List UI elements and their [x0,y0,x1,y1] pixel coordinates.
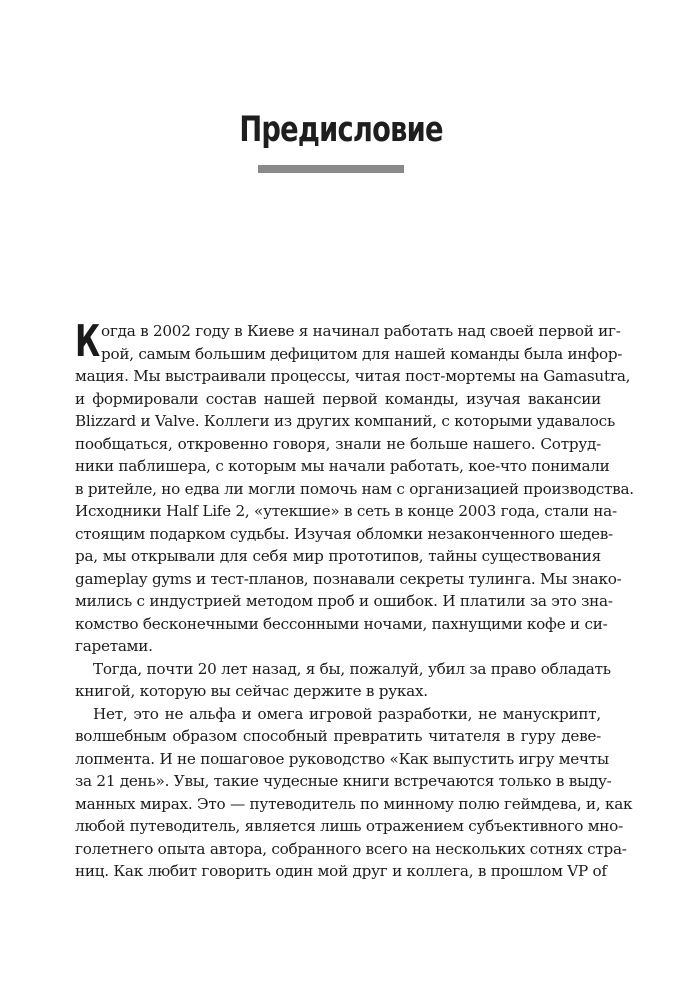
text-line: ники паблишера, с которым мы начали работать, кое-что понимали [75,457,610,475]
text-line: ниц. Как любит говорить один мой друг и коллега, в прошлом VP of [75,862,607,880]
text-line: любой путеводитель, является лишь отражением субъективного мно- [75,817,623,835]
text-line: за 21 день». Увы, такие чудесные книги встречаются только в выду- [75,772,612,790]
text-line: Blizzard и Valve. Коллеги из других компаний, с которыми удавалось [75,412,615,430]
text-line: рой, самым большим дефицитом для нашей команды была инфор- [101,344,623,363]
text-line: Тогда, почти 20 лет назад, я бы, пожалуй, убил за право обладать [93,659,611,678]
text-line: и формировали состав нашей первой команды, изучая вакансии [75,389,601,408]
text-line: лопмента. И не пошаговое руководство «Как выпустить игру мечты [75,749,609,768]
text-line: Нет, это не альфа и омега игровой разработки, не манускрипт, [93,704,601,723]
text-line: огда в 2002 году в Киеве я начинал работать над своей первой иг- [101,322,621,340]
text-line: ра, мы открывали для себя мир прототипов, тайны существования [75,547,601,565]
text-line: мация. Мы выстраивали процессы, читая пост-мортемы на Gamasutra, [75,367,631,385]
body-text [75,316,634,883]
text-line: в ритейле, но едва ли могли помочь нам с организацией производства. [75,479,634,498]
text-line: голетнего опыта автора, собранного всего на нескольких сотнях стра- [75,839,627,858]
text-line: манных мирах. Это — путеводитель по минному полю геймдева, и, как [75,794,633,813]
text-line: пообщаться, откровенно говоря, знали не больше нашего. Сотруд- [75,434,601,453]
text-line: книгой, которую вы сейчас держите в руках. [75,682,428,700]
text-line: волшебным образом способный превратить читателя в гуру деве- [75,727,601,745]
text-line: гаретами. [75,637,153,655]
drop-cap: К [75,316,101,367]
text-line: gameplay gyms и тест-планов, познавали секреты тулинга. Мы знако- [75,569,622,588]
text-line: стоящим подарком судьбы. Изучая обломки незаконченного шедев- [75,524,613,543]
text-line: Исходники Half Life 2, «утекшие» в сеть в конце 2003 года, стали на- [75,502,617,520]
chapter-title: Предисловие [239,110,443,150]
text-line: комство бесконечными бессонными ночами, пахнущими кофе и си- [75,614,608,633]
text-line: мились с индустрией методом проб и ошибок. И платили за это зна- [75,592,613,610]
title-underline [258,165,404,173]
